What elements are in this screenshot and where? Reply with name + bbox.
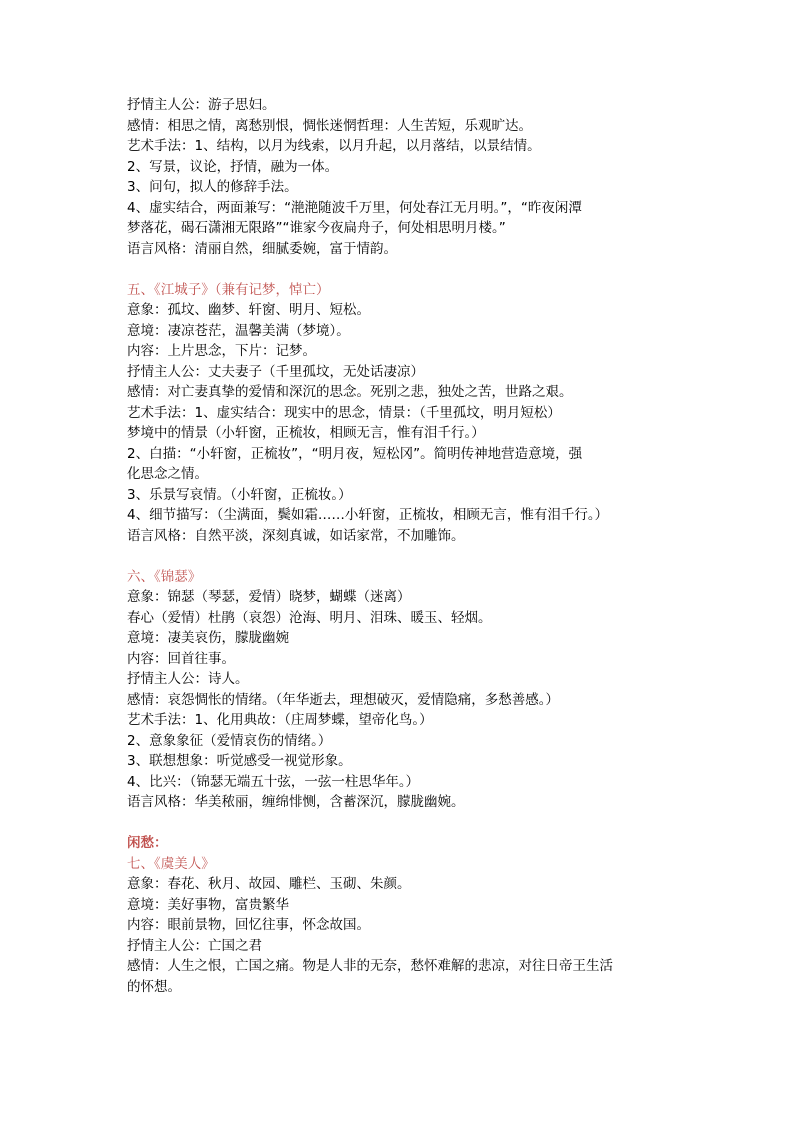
section-subtitle: （兼有记梦，悼亡） [214, 281, 330, 298]
category-label: 闲愁： [127, 835, 168, 851]
text-line: 语言风格：自然平淡，深刻真诚，如话家常，不加雕饰。 [127, 527, 465, 544]
text-line: 内容：回首往事。 [127, 650, 235, 667]
text-line: 感情：人生之恨，亡国之痛。物是人非的无奈，愁怀难解的悲凉，对往日帝王生活 [127, 958, 613, 974]
text-line: 艺术手法：1、虚实结合：现实中的思念，情景：（千里孤坟，明月短松） [127, 404, 561, 421]
section-5 [127, 280, 687, 547]
text-line: 3、问句，拟人的修辞手法。 [127, 179, 298, 195]
text-line: 3、乐景写哀情。（小轩窗，正梳妆。） [127, 486, 352, 503]
text-line: 2、写景，议论，抒情，融为一体。 [127, 158, 339, 175]
text-line: 艺术手法：1、化用典故：（庄周梦蝶，望帝化鸟。） [127, 712, 433, 728]
text-line: 3、联想想象：听觉感受一视觉形象。 [127, 753, 352, 769]
section-7 [127, 833, 687, 997]
section-heading [127, 280, 687, 301]
text-line: 梦境中的情景（小轩窗，正梳妆，相顾无言，惟有泪千行。） [127, 425, 485, 441]
text-line: 语言风格：清丽自然，细腻委婉，富于情韵。 [127, 240, 397, 257]
text-line: 2、意象象征（爱情哀伤的情绪。） [127, 732, 332, 749]
text-line: 抒情主人公：亡国之君 [127, 937, 262, 954]
text-line: 4、虚实结合，两面兼写：“滟滟随波千万里，何处春江无月明。”，“昨夜闲潭 [127, 199, 582, 216]
text-line: 意象：孤坟、幽梦、轩窗、明月、短松。 [127, 302, 370, 318]
section-6 [127, 567, 687, 813]
text-line: 意境：凄凉苍茫，温馨美满（梦境）。 [127, 322, 350, 339]
text-line: 意象：春花、秋月、故园、雕栏、玉砌、朱颜。 [127, 876, 411, 892]
text-line: 语言风格：华美秾丽，缠绵悱恻，含蓄深沉，朦胧幽婉。 [127, 794, 465, 810]
document-page [127, 95, 687, 997]
text-line: 艺术手法：1、结构，以月为线索，以月升起，以月落结，以景结情。 [127, 138, 541, 154]
text-line: 化思念之情。 [127, 466, 208, 482]
text-line: 意境：凄美哀伤，朦胧幽婉 [127, 630, 289, 646]
section-title: 七、《虞美人》 [127, 855, 215, 872]
text-line: 内容：眼前景物，回忆往事，怀念故国。 [127, 917, 370, 933]
text-line: 的怀想。 [127, 978, 181, 995]
spacer [127, 259, 687, 280]
text-line: 抒情主人公：诗人。 [127, 671, 249, 687]
text-line: 2、白描：“小轩窗，正梳妆”，“明月夜，短松冈”。简明传神地营造意境，强 [127, 445, 583, 462]
text-line: 感情：哀怨惆怅的情绪。（年华逝去，理想破灭，爱情隐痛，多愁善感。） [127, 691, 559, 708]
section-4-tail [127, 95, 687, 259]
text-line: 4、比兴：（锦瑟无端五十弦，一弦一柱思华年。） [127, 773, 420, 790]
text-line: 抒情主人公：游子思妇。 [127, 97, 276, 113]
text-line: 梦落花，碣石潇湘无限路”“谁家今夜扁舟子，何处相思明月楼。” [127, 220, 506, 236]
spacer [127, 813, 687, 834]
spacer [127, 546, 687, 567]
text-line: 抒情主人公：丈夫妻子（千里孤坟，无处话凄凉） [127, 363, 424, 380]
section-title: 六、《锦瑟》 [127, 568, 202, 585]
text-line: 内容：上片思念，下片：记梦。 [127, 343, 316, 359]
text-line: 感情：相思之情，离愁别恨，惆怅迷惘哲理：人生苦短，乐观旷达。 [127, 117, 532, 134]
text-line: 感情：对亡妻真挚的爱情和深沉的思念。死别之悲，独处之苦，世路之艰。 [127, 384, 573, 400]
text-line: 4、细节描写：（尘满面，鬓如霜……小轩窗，正梳妆，相顾无言，惟有泪千行。） [127, 507, 609, 523]
section-title: 五、《江城子》 [127, 281, 215, 298]
text-line: 春心（爱情）杜鹃（哀怨）沧海、明月、泪珠、暖玉、轻烟。 [127, 609, 492, 626]
text-line: 意境：美好事物，富贵繁华 [127, 896, 289, 913]
text-line: 意象：锦瑟（琴瑟，爱情）晓梦，蝴蝶（迷离） [127, 589, 411, 605]
